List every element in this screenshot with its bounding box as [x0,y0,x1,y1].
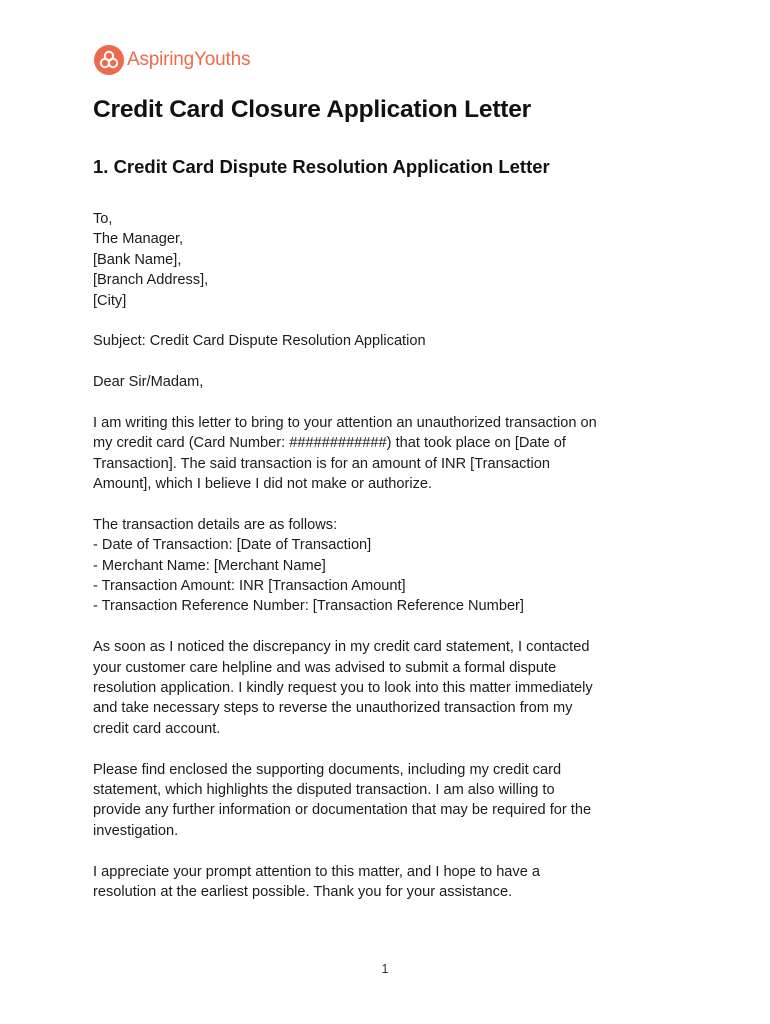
letter-body [93,209,693,923]
subject-line [93,331,693,351]
address-line: [Bank Name], [93,251,182,268]
address-line: [City] [93,292,127,309]
paragraph-line: provide any further information or documentation that may be required for the [93,802,592,819]
address-block [93,209,693,311]
details-intro: The transaction details are as follows: [93,516,338,533]
paragraph-line: Amount], which I believe I did not make or authorize. [93,476,433,493]
logo-mark-svg [94,45,124,75]
paragraph-line: investigation. [93,822,179,839]
paragraph-line: Please find enclosed the supporting documents, including my credit card [93,761,562,778]
paragraph-line: Transaction]. The said transaction is for an amount of INR [Transaction [93,455,550,472]
address-line: [Branch Address], [93,272,209,289]
paragraph-closing [93,862,693,903]
address-line: The Manager, [93,231,184,248]
paragraph-line: my credit card (Card Number: ############) that took place on [Date of [93,435,566,452]
paragraph-unauthorized-transaction [93,413,693,495]
aspiring-youths-logo-icon [94,45,124,75]
paragraph-line: and take necessary steps to reverse the unauthorized transaction from my [93,700,573,717]
salutation-text: Dear Sir/Madam, [93,374,204,391]
page-number: 1 [381,962,389,976]
paragraph-line: credit card account. [93,720,221,737]
address-line: To, [93,211,113,227]
document-title: Credit Card Closure Application Letter [93,96,531,123]
paragraph-line: resolution at the earliest possible. Thank you for your assistance. [93,883,513,900]
salutation [93,372,693,392]
paragraph-documents [93,760,693,842]
detail-item: - Date of Transaction: [Date of Transaction] [93,537,372,554]
paragraph-line: resolution application. I kindly request you to look into this matter immediately [93,679,593,696]
detail-item: - Transaction Amount: INR [Transaction Amount] [93,578,406,595]
detail-item: - Merchant Name: [Merchant Name] [93,557,326,574]
paragraph-request [93,637,693,739]
section-heading: 1. Credit Card Dispute Resolution Application Letter [93,156,550,177]
detail-item: - Transaction Reference Number: [Transaction Reference Number] [93,598,524,615]
paragraph-line: I appreciate your prompt attention to this matter, and I hope to have a [93,863,541,880]
brand-logo [94,44,250,76]
paragraph-line: statement, which highlights the disputed transaction. I am also willing to [93,781,555,798]
subject-text: Subject: Credit Card Dispute Resolution Application [93,333,426,350]
paragraph-line: As soon as I noticed the discrepancy in my credit card statement, I contacted [93,639,590,656]
paragraph-line: your customer care helpline and was advised to submit a formal dispute [93,659,557,676]
transaction-details [93,515,693,617]
paragraph-line: I am writing this letter to bring to your attention an unauthorized transaction on [93,414,597,431]
brand-name: AspiringYouths [127,49,251,70]
